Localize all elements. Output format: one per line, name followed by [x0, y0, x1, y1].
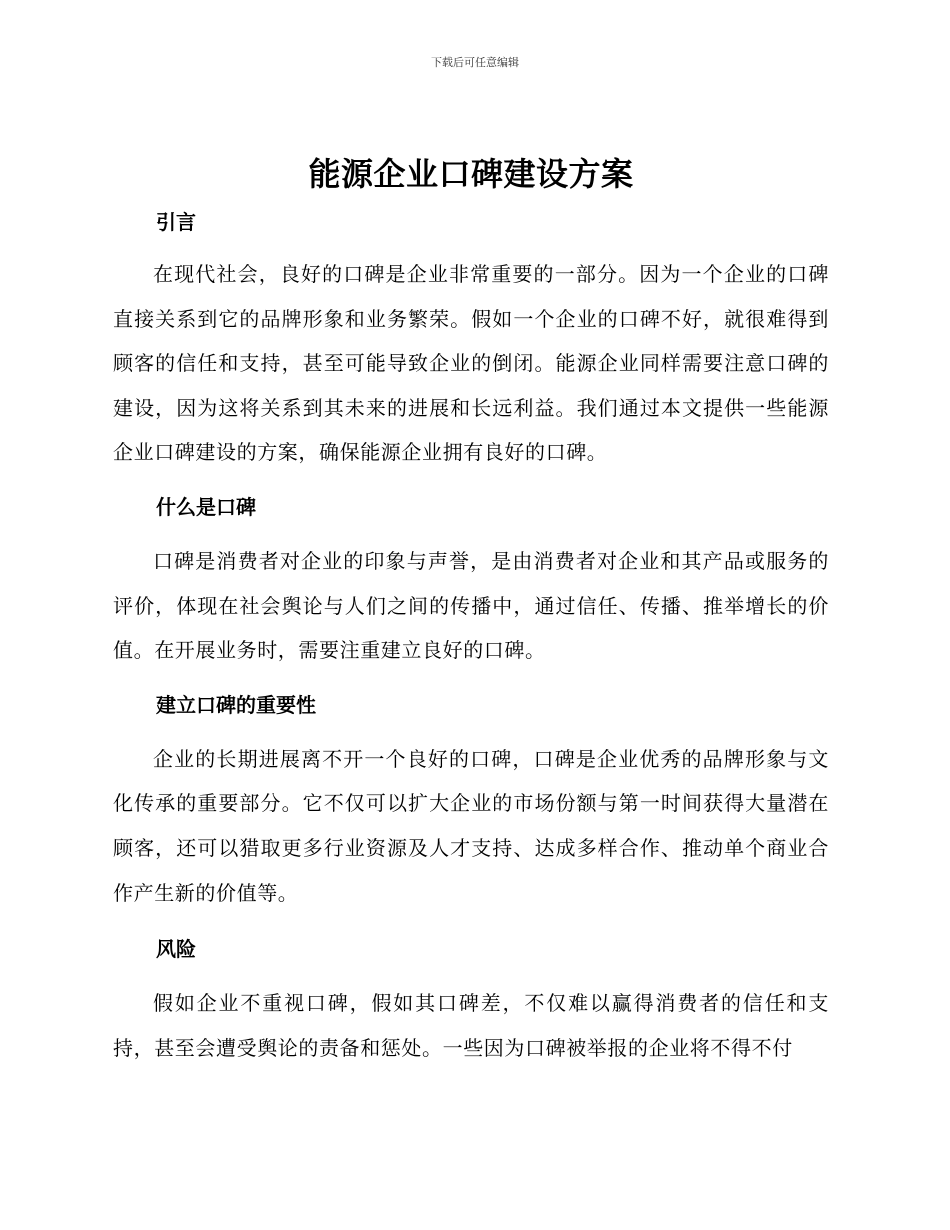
- document-body: [113, 148, 829, 1070]
- section-paragraph-what-is-reputation: 口碑是消费者对企业的印象与声誉，是由消费者对企业和其产品或服务的评价，体现在社会舆论与人们之间的传播中，通过信任、传播、推举增长的价值。在开展业务时，需要注重建立良好的口碑。: [113, 548, 829, 663]
- section-heading-what-is-reputation: 什么是口碑: [156, 494, 256, 519]
- section-heading-intro: 引言: [156, 210, 196, 234]
- section-paragraph-risk: 假如企业不重视口碑，假如其口碑差，不仅难以赢得消费者的信任和支持，甚至会遭受舆论的责备和惩处。一些因为口碑被举报的企业将不得不付: [113, 991, 829, 1060]
- page-header-note: 下载后可任意编辑: [431, 56, 519, 69]
- section-heading-risk: 风险: [156, 937, 196, 962]
- section-paragraph-intro: 在现代社会，良好的口碑是企业非常重要的一部分。因为一个企业的口碑直接关系到它的品牌形象和业务繁荣。假如一个企业的口碑不好，就很难得到顾客的信任和支持，甚至可能导致企业的倒闭。能源企业同样需要注意口碑的建设，因为这将关系到其未来的进展和长远利益。我们通过本文提供一些能源企业口碑建设的方案，确保能源企业拥有良好的口碑。: [113, 262, 829, 465]
- section-heading-importance: 建立口碑的重要性: [156, 692, 316, 717]
- section-paragraph-importance: 企业的长期进展离不开一个良好的口碑，口碑是企业优秀的品牌形象与文化传承的重要部分。它不仅可以扩大企业的市场份额与第一时间获得大量潜在顾客，还可以猎取更多行业资源及人才支持、达成多样合作、推动单个商业合作产生新的价值等。: [113, 746, 829, 905]
- document-title: 能源企业口碑建设方案: [308, 155, 634, 193]
